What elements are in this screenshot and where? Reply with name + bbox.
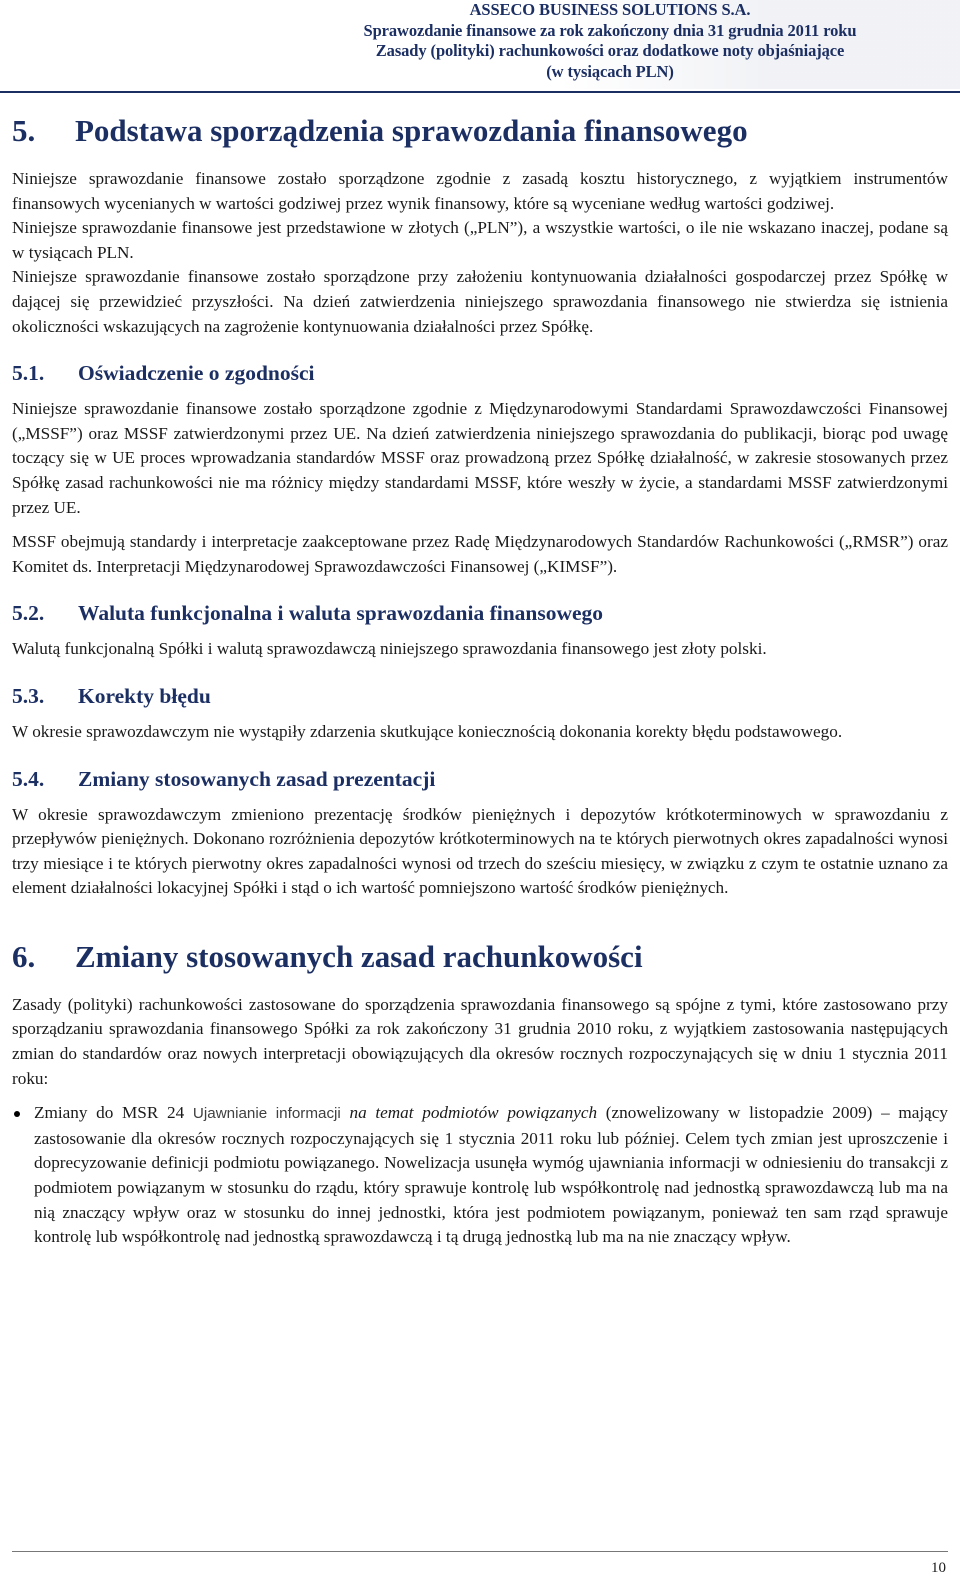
header-rule xyxy=(0,91,960,93)
header-report-title: Sprawozdanie finansowe za rok zakończony dnia 31 grudnia 2011 roku xyxy=(363,20,857,40)
list-item-sans-text: Ujawnianie informacji xyxy=(192,1105,341,1123)
section-5-2-number: 5.2. xyxy=(12,601,45,626)
section-6-heading xyxy=(12,935,948,979)
section-5-number: 5. xyxy=(12,113,36,148)
section-5-3-heading xyxy=(12,682,948,710)
page-header xyxy=(0,0,960,89)
section-5-3-number: 5.3. xyxy=(12,683,45,708)
document-body xyxy=(12,109,948,1250)
section-5-paragraph-3: Niniejsze sprawozdanie finansowe zostało sporządzone przy założeniu kontynuowania działalności gospodarczej przez Spółkę w dającej się przewidzieć przyszłości. Na dzień zatwierdzenia niniejszego sprawozdania finansowego nie stwierdza się istnienia okoliczności wskazujących na zagrożenie kontynuowania działalności przez Spółkę. xyxy=(12,267,948,336)
section-5-1-paragraph-2: MSSF obejmują standardy i interpretacje zaakceptowane przez Radę Międzynarodowych Standardów Rachunkowości („RMSR”) oraz Komitet ds. Interpretacji Międzynarodowej Sprawozdawczości Finansowej („KIMSF”). xyxy=(12,532,948,576)
section-5-4-title: Zmiany stosowanych zasad prezentacji xyxy=(78,766,436,791)
list-item-prefix: Zmiany do MSR 24 xyxy=(34,1103,193,1123)
section-5-2-heading xyxy=(12,599,948,627)
section-5-1-paragraph-1: Niniejsze sprawozdanie finansowe zostało sporządzone zgodnie z Międzynarodowymi Standardami Sprawozdawczości Finansowej („MSSF”) oraz MSSF zatwierdzonymi przez UE. Na dzień zatwierdzenia niniejszego sprawozdania do publikacji, biorąc pod uwagę toczący się w UE proces wprowadzania standardów MSSF oraz prowadzoną przez Spółkę działalność, w zakresie stosowanych przez Spółkę zasad rachunkowości nie ma różnicy między standardami MSSF, które weszły w życie, a standardami MSSF zatwierdzonymi przez UE. xyxy=(12,399,948,517)
section-5-4-paragraph-1: W okresie sprawozdawczym zmieniono prezentację środków pieniężnych i depozytów krótkoterminowych w sprawozdaniu z przepływów pieniężnych. Dokonano rozróżnienia depozytów krótkoterminowych na te których pierwotnych okres zapadalności wynosi trzy miesiące i te których pierwotny okres zapadalności wynosi od trzech do sześciu miesięcy, w związku z czym te ostatnie uznano za element działalności lokacyjnej Spółki i stąd o ich wartość pomniejszono wartość środków pieniężnych. xyxy=(12,804,948,898)
section-5-heading xyxy=(12,109,948,153)
list-item-italic-text: na temat podmiotów powiązanych xyxy=(340,1103,598,1123)
section-6-paragraph-1: Zasady (polityki) rachunkowości zastosowane do sporządzenia sprawozdania finansowego są spójne z tymi, które zastosowano przy sporządzaniu sprawozdania finansowego Spółki za rok zakończony 31 grudnia 2010 roku, z wyjątkiem zastosowania następujących zmian do standardów oraz nowych interpretacji obowiązujących dla okresów rocznych rozpoczynających się w dniu 1 stycznia 2011 roku: xyxy=(12,994,948,1088)
section-5-paragraph-1: Niniejsze sprawozdanie finansowe zostało sporządzone zgodnie z zasadą kosztu historycznego, z wyjątkiem instrumentów finansowych wycenianych w wartości godziwej przez wynik finansowy, które są wyceniane według wartości godziwej. xyxy=(12,169,948,213)
section-5-2-title: Waluta funkcjonalna i waluta sprawozdania finansowego xyxy=(78,601,604,626)
section-5-3-paragraph-1: W okresie sprawozdawczym nie wystąpiły zdarzenia skutkujące koniecznością dokonania korekty błędu podstawowego. xyxy=(12,721,843,741)
section-6-number: 6. xyxy=(12,938,36,974)
section-5-1-title: Oświadczenie o zgodności xyxy=(78,361,315,386)
section-5-3-title: Korekty błędu xyxy=(78,683,211,708)
footer-rule xyxy=(12,1551,948,1552)
list-item-rest: (znowelizowany w listopadzie 2009) – mający zastosowanie dla okresów rocznych rozpoczynających się 1 stycznia 2011 roku lub później. Celem tych zmian jest uproszczenie i doprecyzowanie definicji podmiotu powiązanego. Nowelizacja usunęła wymóg ujawniania informacji w odniesieniu do transakcji z podmiotem powiązanym w stosunku do rządu, który sprawuje kontrolę lub współkontrolę nad jednostką sprawozdawczą lub ma na nią znaczący wpływ oraz w stosunku do innej jednostki, która jest podmiotem powiązanym, ponieważ ten sam rząd sprawuje kontrolę lub współkontrolę nad jednostką sprawozdawczą i tą drugą jednostką lub ma na nie znaczący wpływ. xyxy=(34,1103,948,1247)
section-5-4-number: 5.4. xyxy=(12,766,45,791)
header-subtitle: Zasady (polityki) rachunkowości oraz dodatkowe noty objaśniające xyxy=(375,41,845,60)
header-company: ASSECO BUSINESS SOLUTIONS S.A. xyxy=(469,0,751,19)
section-5-1-number: 5.1. xyxy=(12,361,45,386)
standards-changes-list xyxy=(12,1101,948,1250)
section-5-title: Podstawa sporządzenia sprawozdania finansowego xyxy=(75,113,748,148)
header-text-block xyxy=(260,0,960,82)
section-5-paragraph-2: Niniejsze sprawozdanie finansowe jest przedstawione w złotych („PLN”), a wszystkie wartości, o ile nie wskazano inaczej, podane są w tysiącach PLN. xyxy=(12,218,948,262)
page-number: 10 xyxy=(931,1560,946,1576)
header-units: (w tysiącach PLN) xyxy=(546,61,674,81)
section-6-title: Zmiany stosowanych zasad rachunkowości xyxy=(75,938,643,974)
section-5-2-paragraph-1: Walutą funkcjonalną Spółki i walutą sprawozdawczą niniejszego sprawozdania finansowego jest złoty polski. xyxy=(12,639,767,659)
list-item xyxy=(12,1101,948,1250)
bullet-icon xyxy=(14,1111,20,1117)
section-5-1-heading xyxy=(12,359,948,387)
list-item-text xyxy=(34,1101,948,1250)
section-5-4-heading xyxy=(12,765,948,793)
